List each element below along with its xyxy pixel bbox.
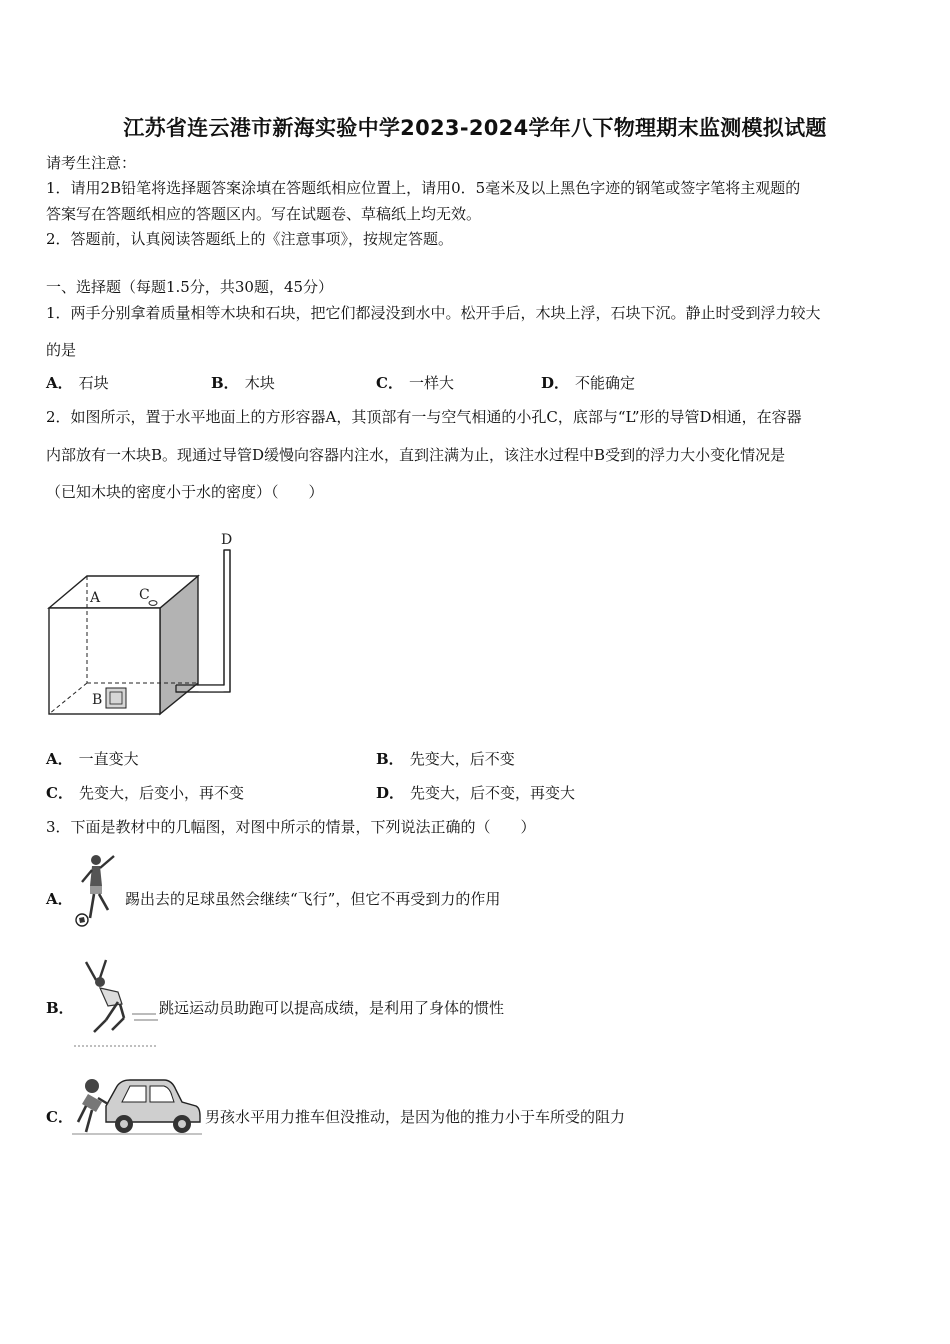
q3-option-c-text[interactable]: 男孩水平用力推车但没推动，是因为他的推力小于车所受的阻力 (205, 1108, 626, 1126)
q2-option-a[interactable]: A． 一直变大 (46, 750, 139, 768)
label-d: D (221, 532, 233, 548)
page-title: 江苏省连云港市新海实验中学2023-2024学年八下物理期末监测模拟试题 (123, 116, 827, 140)
container-figure (40, 526, 260, 726)
q3-stem: 3．下面是教材中的几幅图，对图中所示的情景，下列说法正确的（ ） (46, 818, 536, 836)
notice-heading: 请考生注意： (46, 154, 137, 172)
q3-option-a-text[interactable]: 踢出去的足球虽然会继续“飞行”，但它不再受到力的作用 (125, 890, 501, 908)
label-a: A (90, 590, 101, 606)
q2-stem: （已知木块的密度小于水的密度）（ ） (46, 483, 324, 501)
q1-option-c[interactable]: C． 一样大 (376, 374, 454, 392)
q2-stem: 内部放有一木块B。现通过导管D缓慢向容器内注水，直到注满为止，该注水过程中B受到的浮力大小变化情况是 (46, 446, 786, 464)
notice-line: 答案写在答题纸相应的答题区内。写在试题卷、草稿纸上均无效。 (46, 205, 482, 223)
long-jumper-image (70, 958, 162, 1054)
q2-option-d[interactable]: D． 先变大，后不变，再变大 (376, 784, 576, 802)
soccer-player-image (70, 848, 124, 930)
notice-line: 2．答题前，认真阅读答题纸上的《注意事项》，按规定答题。 (46, 230, 454, 248)
boy-pushing-car-image (72, 1066, 204, 1140)
q3-option-b-label[interactable]: B． (46, 999, 74, 1017)
label-c: C (139, 587, 150, 603)
notice-line: 1．请用2B铅笔将选择题答案涂填在答题纸相应位置上，请用0．5毫米及以上黑色字迹的钢笔或签字笔将主观题的 (46, 179, 801, 197)
q1-option-a[interactable]: A． 石块 (46, 374, 109, 392)
q2-stem: 2．如图所示，置于水平地面上的方形容器A，其顶部有一与空气相通的小孔C，底部与“L”形的导管D相通，在容器 (46, 408, 802, 426)
q2-option-c[interactable]: C． 先变大，后变小，再不变 (46, 784, 244, 802)
section-heading: 一、选择题（每题1.5分，共30题，45分） (46, 278, 334, 296)
label-b: B (92, 692, 103, 708)
q3-option-a-label[interactable]: A． (46, 890, 73, 908)
q3-option-b-text[interactable]: 跳远运动员助跑可以提高成绩，是利用了身体的惯性 (159, 999, 505, 1017)
q1-option-d[interactable]: D． 不能确定 (541, 374, 636, 392)
q1-stem: 的是 (46, 341, 77, 359)
q2-option-b[interactable]: B． 先变大，后不变 (376, 750, 515, 768)
q1-stem: 1．两手分别拿着质量相等木块和石块，把它们都浸没到水中。松开手后，木块上浮，石块下沉。静止时受到浮力较大 (46, 304, 821, 322)
q1-option-b[interactable]: B． 木块 (211, 374, 275, 392)
q3-option-c-label[interactable]: C． (46, 1108, 73, 1126)
